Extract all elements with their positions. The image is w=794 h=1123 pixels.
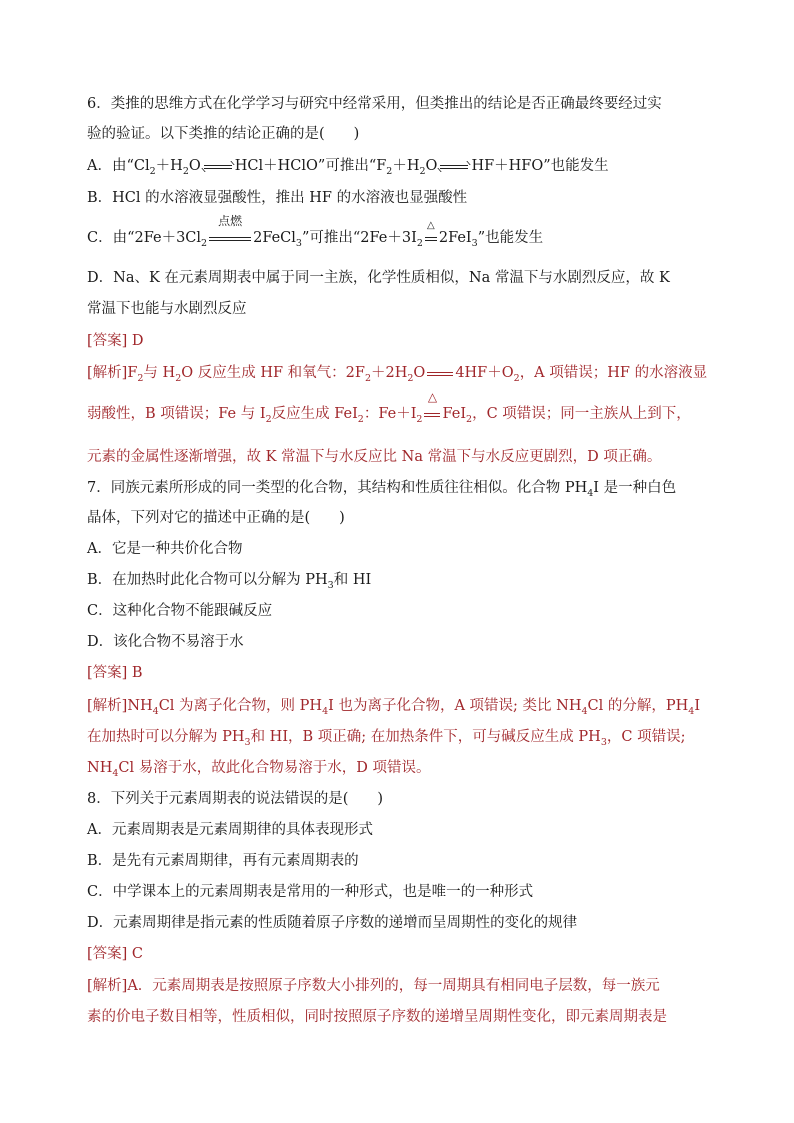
- subscript: 2: [182, 165, 189, 177]
- subscript: 3: [327, 579, 334, 591]
- q6-option-a: [87, 156, 609, 176]
- text: A．元素周期表是元素周期律的具体表现形式: [87, 822, 373, 838]
- text: C．中学课本上的元素周期表是常用的一种形式，也是唯一的一种形式: [87, 884, 534, 900]
- q6-stem-line-2: [87, 124, 359, 144]
- q8-option-a: [87, 820, 373, 840]
- text: Cl 的分解，PH: [587, 698, 689, 714]
- heat-triangle-icon: △: [427, 220, 435, 231]
- q6-explanation-line-2: [87, 390, 691, 425]
- q6-stem-line-1: [87, 94, 662, 114]
- q7-option-c: [87, 601, 272, 621]
- subscript: 2: [386, 165, 393, 177]
- text: 2FeCl: [253, 230, 296, 246]
- reaction-condition-heat: [424, 220, 438, 248]
- condition-label: 点燃: [218, 214, 243, 228]
- q6-option-c: [87, 214, 544, 249]
- reaction-condition-heat: [423, 390, 441, 424]
- subscript: 2: [407, 372, 414, 384]
- text: 6．类推的思维方式在化学学习与研究中经常采用，但类推出的结论是否正确最终要经过实: [87, 96, 662, 112]
- text: [解析]A．元素周期表是按照原子序数大小排列的，每一周期具有相同电子层数，每一族元: [87, 978, 660, 994]
- reversible-arrow-icon: [202, 156, 234, 176]
- subscript: 2: [149, 165, 156, 177]
- text: ，C 项错误;: [606, 729, 686, 745]
- text: I: [694, 698, 701, 714]
- text: 与 H: [143, 365, 176, 381]
- q7-explanation-line-2: [87, 727, 685, 747]
- subscript: 2: [265, 413, 272, 425]
- text: ，C 项错误；同一主族从上到下，: [472, 406, 691, 422]
- text: ”可推出“2Fe＋3I: [301, 230, 417, 246]
- text: I 是一种白色: [593, 480, 677, 496]
- text: Cl 为离子化合物，则 PH: [158, 698, 323, 714]
- text: 和 HI: [333, 572, 372, 588]
- text: A．由“Cl: [87, 158, 150, 174]
- subscript: 2: [201, 237, 208, 249]
- text: NH: [87, 760, 113, 776]
- subscript: 2: [416, 237, 423, 249]
- text: D．Na、K 在元素周期表中属于同一主族，化学性质相似，Na 常温下与水剧烈反应，故 K: [87, 270, 670, 286]
- subscript: 3: [600, 736, 607, 748]
- q7-option-b: [87, 570, 371, 590]
- q8-explanation-line-1: [87, 976, 660, 996]
- text: 反应生成 FeI: [271, 406, 358, 422]
- q8-stem: [87, 789, 383, 809]
- subscript: 4: [587, 487, 594, 499]
- text: 和 HI，B 项正确; 在加热条件下，可与碱反应生成 PH: [250, 729, 601, 745]
- q6-explanation-line-3: [87, 447, 661, 467]
- subscript: 2: [513, 372, 520, 384]
- subscript: 4: [152, 705, 159, 717]
- text: 8．下列关于元素周期表的说法错误的是( ): [87, 791, 384, 807]
- q8-explanation-line-2: [87, 1007, 667, 1027]
- reaction-equals-sign: [426, 363, 454, 383]
- subscript: 2: [175, 372, 182, 384]
- q8-option-c: [87, 882, 533, 902]
- subscript: 2: [357, 413, 364, 425]
- reversible-arrow-icon: [438, 156, 470, 176]
- subscript: 4: [581, 705, 588, 717]
- text: 素的价电子数目相等，性质相似，同时按照原子序数的递增呈周期性变化，即元素周期表是: [87, 1009, 667, 1025]
- subscript: 3: [244, 736, 251, 748]
- text: B．HCl 的水溶液显强酸性，推出 HF 的水溶液也显强酸性: [87, 190, 468, 206]
- text: 元素的金属性逐渐增强，故 K 常温下与水反应比 Na 常温下与水反应更剧烈，D 项正确。: [87, 449, 662, 465]
- q6-option-b: [87, 188, 467, 208]
- subscript: 3: [471, 237, 478, 249]
- text: [解析]NH: [87, 698, 153, 714]
- text: C．由“2Fe＋3Cl: [87, 230, 202, 246]
- text: HCl＋HClO”可推出“F: [234, 158, 387, 174]
- subscript: 2: [419, 165, 426, 177]
- q7-option-d: [87, 632, 244, 652]
- text: FeI: [442, 406, 467, 422]
- subscript: 4: [112, 767, 119, 779]
- text: Cl 易溶于水，故此化合物易溶于水，D 项错误。: [118, 760, 431, 776]
- text: 晶体，下列对它的描述中正确的是( ): [87, 510, 345, 526]
- text: ，A 项错误；HF 的水溶液显: [519, 365, 708, 381]
- text: ＋H: [392, 158, 420, 174]
- text: D．元素周期律是指元素的性质随着原子序数的递增而呈周期性的变化的规律: [87, 915, 578, 931]
- text: HF＋HFO”也能发生: [471, 158, 609, 174]
- q8-option-d: [87, 913, 577, 933]
- text: 验的验证。以下类推的结论正确的是( ): [87, 126, 360, 142]
- text: D．该化合物不易溶于水: [87, 634, 244, 650]
- text: [答案] C: [87, 946, 144, 962]
- text: I 也为离子化合物，A 项错误; 类比 NH: [328, 698, 582, 714]
- q6-explanation-line-1: [87, 363, 707, 383]
- q8-option-b: [87, 851, 359, 871]
- subscript: 3: [295, 237, 302, 249]
- q7-option-a: [87, 539, 242, 559]
- text: O: [413, 365, 426, 381]
- q6-answer: [87, 331, 144, 351]
- text: B．在加热时此化合物可以分解为 PH: [87, 572, 328, 588]
- text: O 反应生成 HF 和氧气：2F: [181, 365, 365, 381]
- q8-answer: [87, 944, 143, 964]
- subscript: 2: [137, 372, 144, 384]
- q7-explanation-line-3: [87, 758, 430, 778]
- text: [解析]F: [87, 365, 138, 381]
- q7-stem-line-2: [87, 508, 345, 528]
- text: ＋2H: [371, 365, 408, 381]
- subscript: 2: [364, 372, 371, 384]
- text: 常温下也能与水剧烈反应: [87, 301, 247, 317]
- text: O: [425, 158, 438, 174]
- text: 2FeI: [438, 230, 472, 246]
- heat-triangle-icon: △: [427, 390, 438, 404]
- q7-stem-line-1: [87, 478, 676, 498]
- reaction-condition-ignite: [208, 214, 252, 248]
- q6-option-d-line-1: [87, 268, 670, 288]
- subscript: 4: [322, 705, 329, 717]
- text: A．它是一种共价化合物: [87, 541, 243, 557]
- subscript: 2: [416, 413, 423, 425]
- text: ＋H: [155, 158, 183, 174]
- text: ”也能发生: [477, 230, 544, 246]
- q7-answer: [87, 663, 143, 683]
- subscript: 2: [466, 413, 473, 425]
- text: 弱酸性，B 项错误；Fe 与 I: [87, 406, 266, 422]
- q7-explanation-line-1: [87, 696, 700, 716]
- text: O: [188, 158, 201, 174]
- text: [答案] D: [87, 333, 144, 349]
- text: C．这种化合物不能跟碱反应: [87, 603, 273, 619]
- text: 7．同族元素所形成的同一类型的化合物，其结构和性质往往相似。化合物 PH: [87, 480, 588, 496]
- text: [答案] B: [87, 665, 143, 681]
- subscript: 4: [688, 705, 695, 717]
- text: 在加热时可以分解为 PH: [87, 729, 245, 745]
- text: 4HF＋O: [455, 365, 514, 381]
- text: B．是先有元素周期律，再有元素周期表的: [87, 853, 359, 869]
- q6-option-d-line-2: [87, 299, 247, 319]
- text: ：Fe＋I: [363, 406, 417, 422]
